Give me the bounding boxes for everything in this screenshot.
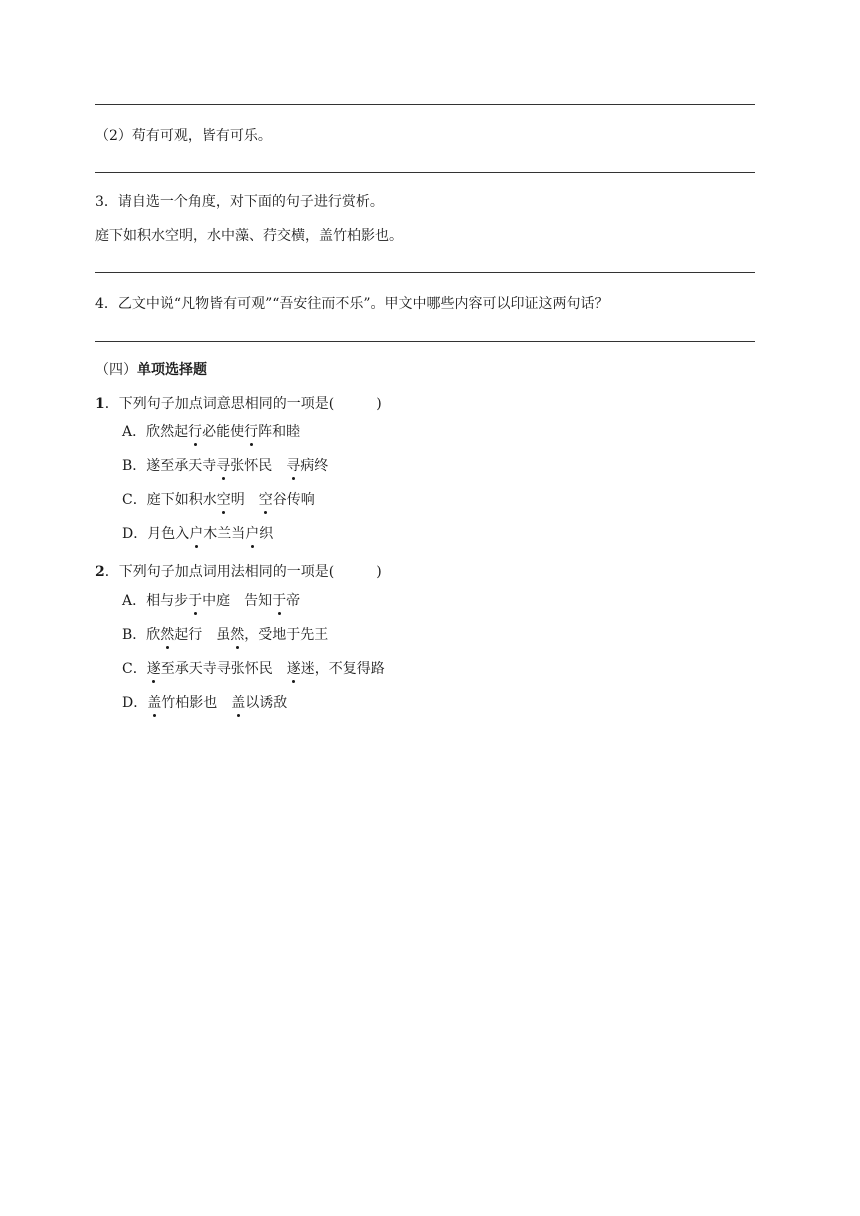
mc1-stem: 1．下列句子加点词意思相同的一项是( ) — [95, 396, 382, 412]
emphasis-dot-char: 遂 — [146, 661, 161, 677]
emphasis-dot-char: 于 — [272, 593, 287, 609]
emphasis-dot-char: 行 — [188, 424, 203, 440]
question-3-sentence: 庭下如积水空明，水中藻、荇交横，盖竹柏影也。 — [95, 228, 403, 244]
mc1-option-d: D．月色入户木兰当户织 — [122, 526, 274, 542]
emphasis-dot-char: 于 — [188, 593, 203, 609]
emphasis-dot-char: 然 — [160, 627, 175, 643]
mc2-option-b: B．欣然起行 虽然，受地于先王 — [122, 627, 329, 643]
section-heading — [95, 360, 207, 380]
emphasis-dot-char: 空 — [258, 492, 273, 508]
mc1-number: 1 — [95, 396, 105, 412]
emphasis-dot-char: 遂 — [286, 661, 301, 677]
answer-line — [95, 104, 755, 105]
emphasis-dot-char: 寻 — [286, 458, 301, 474]
mc1-option-c: C．庭下如积水空明 空谷传响 — [122, 492, 315, 508]
emphasis-dot-char: 空 — [216, 492, 231, 508]
section-title: 单项选择题 — [137, 362, 207, 378]
mc1-option-a: A．欣然起行必能使行阵和睦 — [122, 424, 301, 440]
answer-line — [95, 172, 755, 173]
mc2-option-a: A．相与步于中庭 告知于帝 — [122, 593, 301, 609]
question-4: 4．乙文中说“凡物皆有可观”“吾安往而不乐”。甲文中哪些内容可以印证这两句话？ — [95, 296, 609, 312]
emphasis-dot-char: 户 — [189, 526, 204, 542]
emphasis-dot-char: 行 — [244, 424, 259, 440]
mc2-stem: 2．下列句子加点词用法相同的一项是( ) — [95, 564, 382, 580]
emphasis-dot-char: 盖 — [147, 695, 162, 711]
mc2-number: 2 — [95, 564, 105, 580]
emphasis-dot-char: 户 — [245, 526, 260, 542]
answer-line — [95, 341, 755, 342]
mc1-option-b: B．遂至承天寺寻张怀民 寻病终 — [122, 458, 329, 474]
mc2-option-c: C．遂至承天寺寻张怀民 遂迷，不复得路 — [122, 661, 385, 677]
emphasis-dot-char: 寻 — [216, 458, 231, 474]
question-3: 3．请自选一个角度，对下面的句子进行赏析。 — [95, 194, 384, 210]
emphasis-dot-char: 然 — [230, 627, 245, 643]
emphasis-dot-char: 盖 — [231, 695, 246, 711]
question-2-2: （2）苟有可观，皆有可乐。 — [95, 128, 272, 144]
answer-line — [95, 272, 755, 273]
mc2-option-d: D．盖竹柏影也 盖以诱敌 — [122, 695, 288, 711]
section-number: （四） — [95, 362, 137, 378]
